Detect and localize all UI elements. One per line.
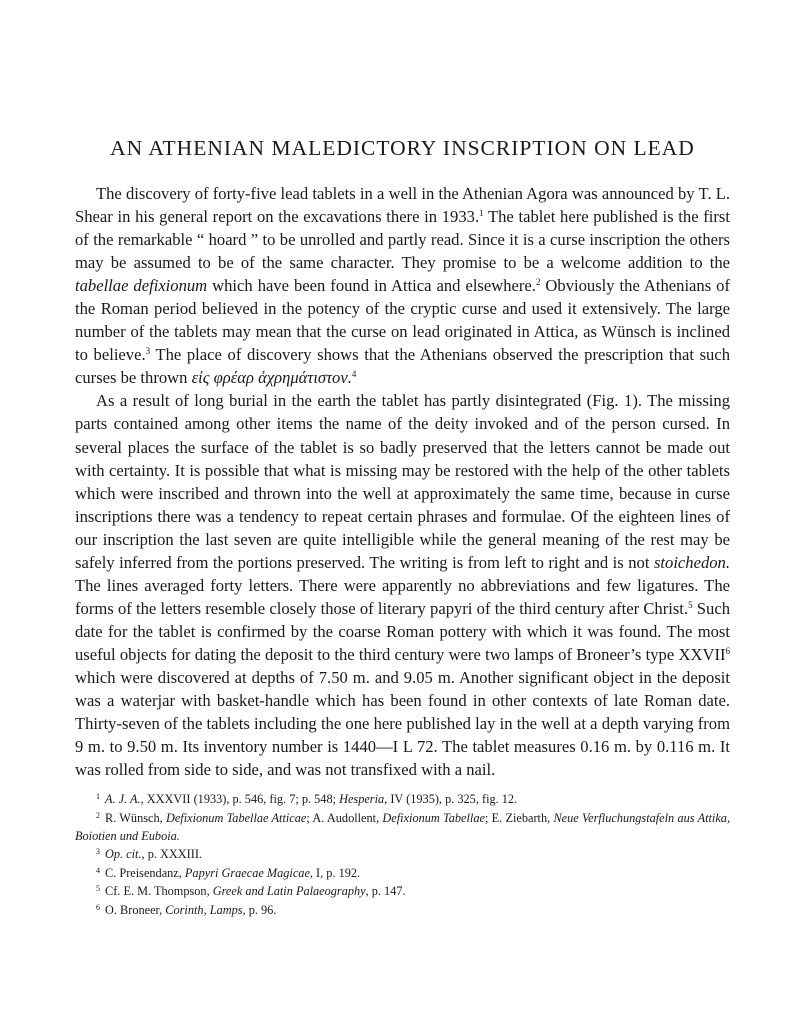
footnote-text: , I, p. 192. (309, 865, 361, 880)
footnote-6 (75, 901, 730, 919)
p1-text: The place of discovery shows that the Athenians observed the prescription that such curses be thrown (75, 345, 730, 388)
p2-text: which were discovered at depths of 7.50 m. and 9.05 m. Another significant object in the deposit was a waterjar with basket-handle which has been found in other contexts of late Roman date. Thirty-seven of the tablets including the one here published lay in the well at a depth varying from 9 m. to 9.50 m. Its inventory number is 1440—I L 72. The tablet measures 0.16 m. by 0.116 m. It was rolled from side to side, and was not transfixed with a nail. (75, 667, 730, 780)
footnote-text: , p. 147. (365, 884, 406, 899)
p2-italic: stoichedon. (653, 552, 730, 572)
footnote-text: , XXXVII (1933), p. 546, fig. 7; p. 548; (140, 792, 340, 807)
footnote-italic: Corinth (165, 902, 204, 917)
footnote-italic: A. J. A. (105, 792, 141, 807)
footnote-ref-4[interactable]: 4 (351, 369, 357, 380)
footnote-text: Cf. E. M. Thompson, (105, 884, 213, 899)
footnote-text: ; A. Audollent, (306, 810, 383, 825)
article-page (75, 135, 730, 919)
footnote-number: 2 (96, 810, 100, 820)
footnote-italic: Defixionum Tabellae (382, 810, 485, 825)
greek-phrase: εἰς φρέαρ ἀχρημάτιστον. (191, 368, 352, 388)
footnote-text: , p. 96. (242, 902, 277, 917)
footnote-number: 6 (96, 902, 100, 912)
footnote-number: 3 (96, 847, 100, 857)
paragraph-1 (75, 182, 730, 389)
p1-italic: tabellae defixionum (75, 276, 208, 296)
footnotes (75, 790, 730, 919)
footnote-ref-6[interactable]: 6 (725, 645, 730, 656)
article-body (75, 182, 730, 781)
footnote-number: 5 (96, 884, 100, 894)
paragraph-2 (75, 389, 730, 781)
footnote-italic: Hesperia (339, 792, 385, 807)
footnote-italic: Defixionum Tabellae Atticae (165, 810, 307, 825)
article-title: AN ATHENIAN MALEDICTORY INSCRIPTION ON LEAD (110, 136, 695, 160)
p2-text: As a result of long burial in the earth the tablet has partly disintegrated (Fig. 1). The missing parts contained among other items the name of the deity invoked and of the person cursed. In several places the surface of the tablet is so badly preserved that the letters cannot be made out with certainty. It is possible that what is missing may be restored with the help of the other tablets which were inscribed and thrown into the well at approximately the same time, because in curse inscriptions there was a tendency to repeat certain phrases and formulae. Of the eighteen lines of our inscription the last seven are quite intelligible while the general meaning of the rest may be safely inferred from the portions preserved. The writing is from left to right and is not (75, 391, 730, 572)
footnote-ref-2[interactable]: 2 (535, 277, 541, 288)
p1-text: which have been found in Attica and elsewhere. (207, 276, 536, 296)
footnote-text: , (203, 902, 210, 917)
p2-text: The lines averaged forty letters. There were apparently no abbreviations and few ligatures. The forms of the letters resemble closely those of literary papyri of the third century after Christ. (75, 575, 730, 618)
footnote-italic: Lamps (209, 902, 243, 917)
footnote-italic: Papyri Graecae Magicae (184, 865, 310, 880)
p1-text: The discovery of forty-five lead tablets in a well in the Athenian Agora was announced by T. L. Shear in his general report on the excavations there in 1933. (75, 184, 730, 227)
footnote-4 (75, 864, 730, 882)
footnote-text: , IV (1935), p. 325, fig. 12. (384, 792, 518, 807)
footnote-text: ; E. Ziebarth, (484, 810, 554, 825)
footnote-text: O. Broneer, (105, 902, 166, 917)
footnote-text: , p. XXXIII. (141, 847, 202, 862)
footnote-number: 4 (96, 865, 100, 875)
footnote-number: 1 (96, 792, 100, 802)
footnote-5 (75, 882, 730, 900)
p2-text: Such date for the tablet is confirmed by the coarse Roman pottery with which it was found. The most useful objects for dating the deposit to the third century were two lamps of Broneer’s type XXVII (75, 598, 730, 664)
footnote-ref-3[interactable]: 3 (145, 346, 151, 357)
footnote-text: C. Preisendanz, (105, 865, 185, 880)
footnote-1 (75, 790, 730, 808)
footnote-italic: Op. cit. (105, 847, 142, 862)
footnote-ref-5[interactable]: 5 (688, 599, 693, 610)
p1-text: Obviously the Athenians of the Roman period believed in the potency of the cryptic curse and used it extensively. The large number of the tablets may mean that the curse on lead originated in Attica, as Wünsch is inclined to believe. (75, 276, 730, 365)
footnote-2 (75, 809, 730, 846)
footnote-italic: Neue Verfluchungstafeln aus Attika, Boiotien und Euboia. (75, 810, 731, 844)
footnote-3 (75, 845, 730, 863)
p1-text: The tablet here published is the first of the remarkable “ hoard ” to be unrolled and partly read. Since it is a curse inscription the others may be assumed to be of the same character. They promise to be a welcome addition to the (75, 207, 730, 273)
footnote-ref-1[interactable]: 1 (479, 208, 484, 219)
footnote-italic: Greek and Latin Palaeography (212, 884, 366, 899)
footnote-text: R. Wünsch, (105, 810, 166, 825)
